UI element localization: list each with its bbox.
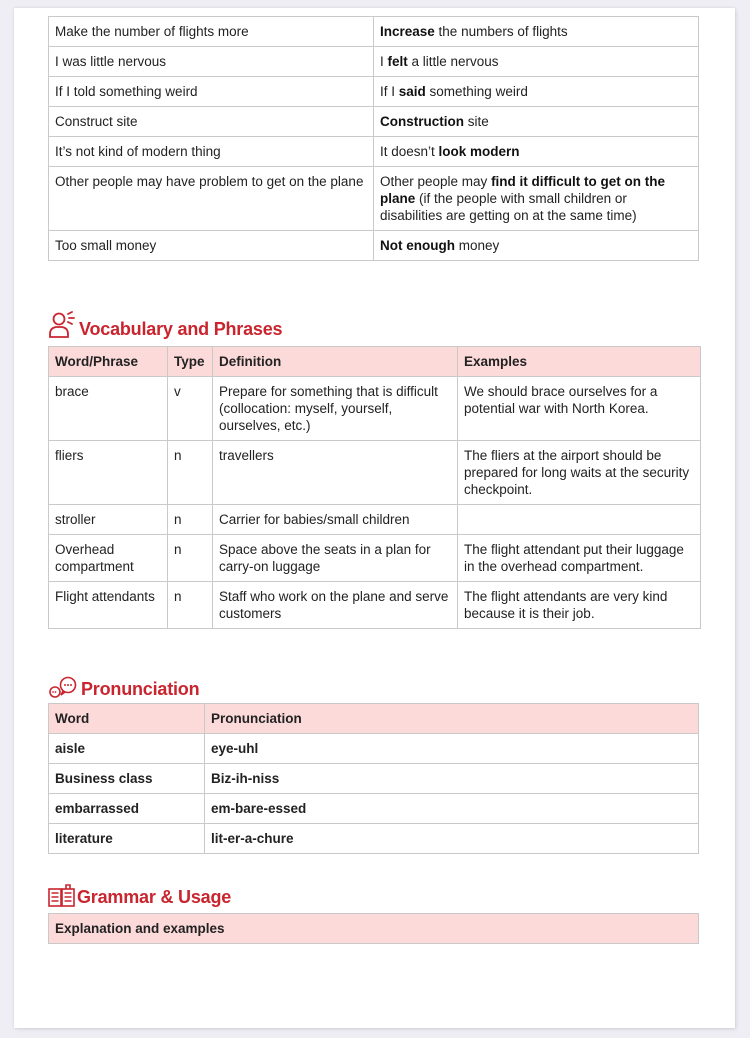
vocab-word: fliers xyxy=(49,441,168,505)
corrected-phrase: Construction site xyxy=(374,107,699,137)
column-header-pronunciation: Pronunciation xyxy=(205,704,699,734)
vocab-type: n xyxy=(168,535,213,582)
vocab-word: brace xyxy=(49,377,168,441)
vocab-example: We should brace ourselves for a potential war with North Korea. xyxy=(458,377,701,441)
corrected-phrase: It doesn’t look modern xyxy=(374,137,699,167)
vocab-example xyxy=(458,505,701,535)
grammar-title: Grammar & Usage xyxy=(77,887,232,907)
grammar-table xyxy=(48,913,699,944)
table-header-row xyxy=(49,704,699,734)
table-row xyxy=(49,231,699,261)
pron-value: Biz-ih-niss xyxy=(205,764,699,794)
table-row xyxy=(49,535,701,582)
vocab-example: The flight attendant put their luggage in the overhead compartment. xyxy=(458,535,701,582)
pron-value: lit-er-a-chure xyxy=(205,824,699,854)
pronunciation-table xyxy=(48,703,699,854)
pron-word: embarrassed xyxy=(49,794,205,824)
vocab-definition: Staff who work on the plane and serve customers xyxy=(213,582,458,629)
original-phrase: Other people may have problem to get on the plane xyxy=(49,167,374,231)
original-phrase: I was little nervous xyxy=(49,47,374,77)
vocab-type: n xyxy=(168,582,213,629)
column-header-word: Word xyxy=(49,704,205,734)
table-header-row xyxy=(49,347,701,377)
table-row xyxy=(49,794,699,824)
original-phrase: Make the number of flights more xyxy=(49,17,374,47)
table-row xyxy=(49,17,699,47)
vocab-definition: Space above the seats in a plan for carry-on luggage xyxy=(213,535,458,582)
original-phrase: It’s not kind of modern thing xyxy=(49,137,374,167)
vocab-type: n xyxy=(168,441,213,505)
corrected-phrase: I felt a little nervous xyxy=(374,47,699,77)
pronunciation-title: Pronunciation xyxy=(81,679,200,699)
original-phrase: Construct site xyxy=(49,107,374,137)
pron-word: literature xyxy=(49,824,205,854)
corrected-phrase: Not enough money xyxy=(374,231,699,261)
document-page xyxy=(14,8,735,1028)
vocabulary-table xyxy=(48,346,701,629)
speech-bubbles-icon xyxy=(48,676,80,700)
table-row xyxy=(49,764,699,794)
pron-value: em-bare-essed xyxy=(205,794,699,824)
column-header-explanation: Explanation and examples xyxy=(49,914,699,944)
original-phrase: Too small money xyxy=(49,231,374,261)
table-row xyxy=(49,441,701,505)
column-header-examples: Examples xyxy=(458,347,701,377)
vocab-word: Overhead compartment xyxy=(49,535,168,582)
table-row xyxy=(49,137,699,167)
open-book-icon xyxy=(48,884,76,908)
pronunciation-heading xyxy=(48,676,199,700)
corrected-phrase: If I said something weird xyxy=(374,77,699,107)
vocab-definition: Carrier for babies/small children xyxy=(213,505,458,535)
table-row xyxy=(49,582,701,629)
table-row xyxy=(49,734,699,764)
table-row xyxy=(49,47,699,77)
vocab-type: n xyxy=(168,505,213,535)
table-row xyxy=(49,824,699,854)
vocab-example: The fliers at the airport should be prepared for long waits at the security checkpoint. xyxy=(458,441,701,505)
vocab-word: stroller xyxy=(49,505,168,535)
vocabulary-title: Vocabulary and Phrases xyxy=(79,319,283,339)
pron-word: aisle xyxy=(49,734,205,764)
table-row xyxy=(49,77,699,107)
corrected-phrase: Increase the numbers of flights xyxy=(374,17,699,47)
vocab-definition: Prepare for something that is difficult (collocation: myself, yourself, ourselves, etc.) xyxy=(213,377,458,441)
vocab-example: The flight attendants are very kind because it is their job. xyxy=(458,582,701,629)
table-row xyxy=(49,107,699,137)
vocabulary-heading xyxy=(48,310,282,340)
column-header-definition: Definition xyxy=(213,347,458,377)
column-header-type: Type xyxy=(168,347,213,377)
corrected-phrase: Other people may find it difficult to get on the plane (if the people with small children or disabilities are getting on at the same time) xyxy=(374,167,699,231)
corrections-table xyxy=(48,16,699,261)
pron-word: Business class xyxy=(49,764,205,794)
table-row xyxy=(49,505,701,535)
vocab-word: Flight attendants xyxy=(49,582,168,629)
table-header-row xyxy=(49,914,699,944)
column-header-word: Word/Phrase xyxy=(49,347,168,377)
table-row xyxy=(49,377,701,441)
vocab-definition: travellers xyxy=(213,441,458,505)
vocab-type: v xyxy=(168,377,213,441)
table-row xyxy=(49,167,699,231)
grammar-heading xyxy=(48,884,231,908)
original-phrase: If I told something weird xyxy=(49,77,374,107)
speaking-person-icon xyxy=(48,310,78,340)
pron-value: eye-uhl xyxy=(205,734,699,764)
